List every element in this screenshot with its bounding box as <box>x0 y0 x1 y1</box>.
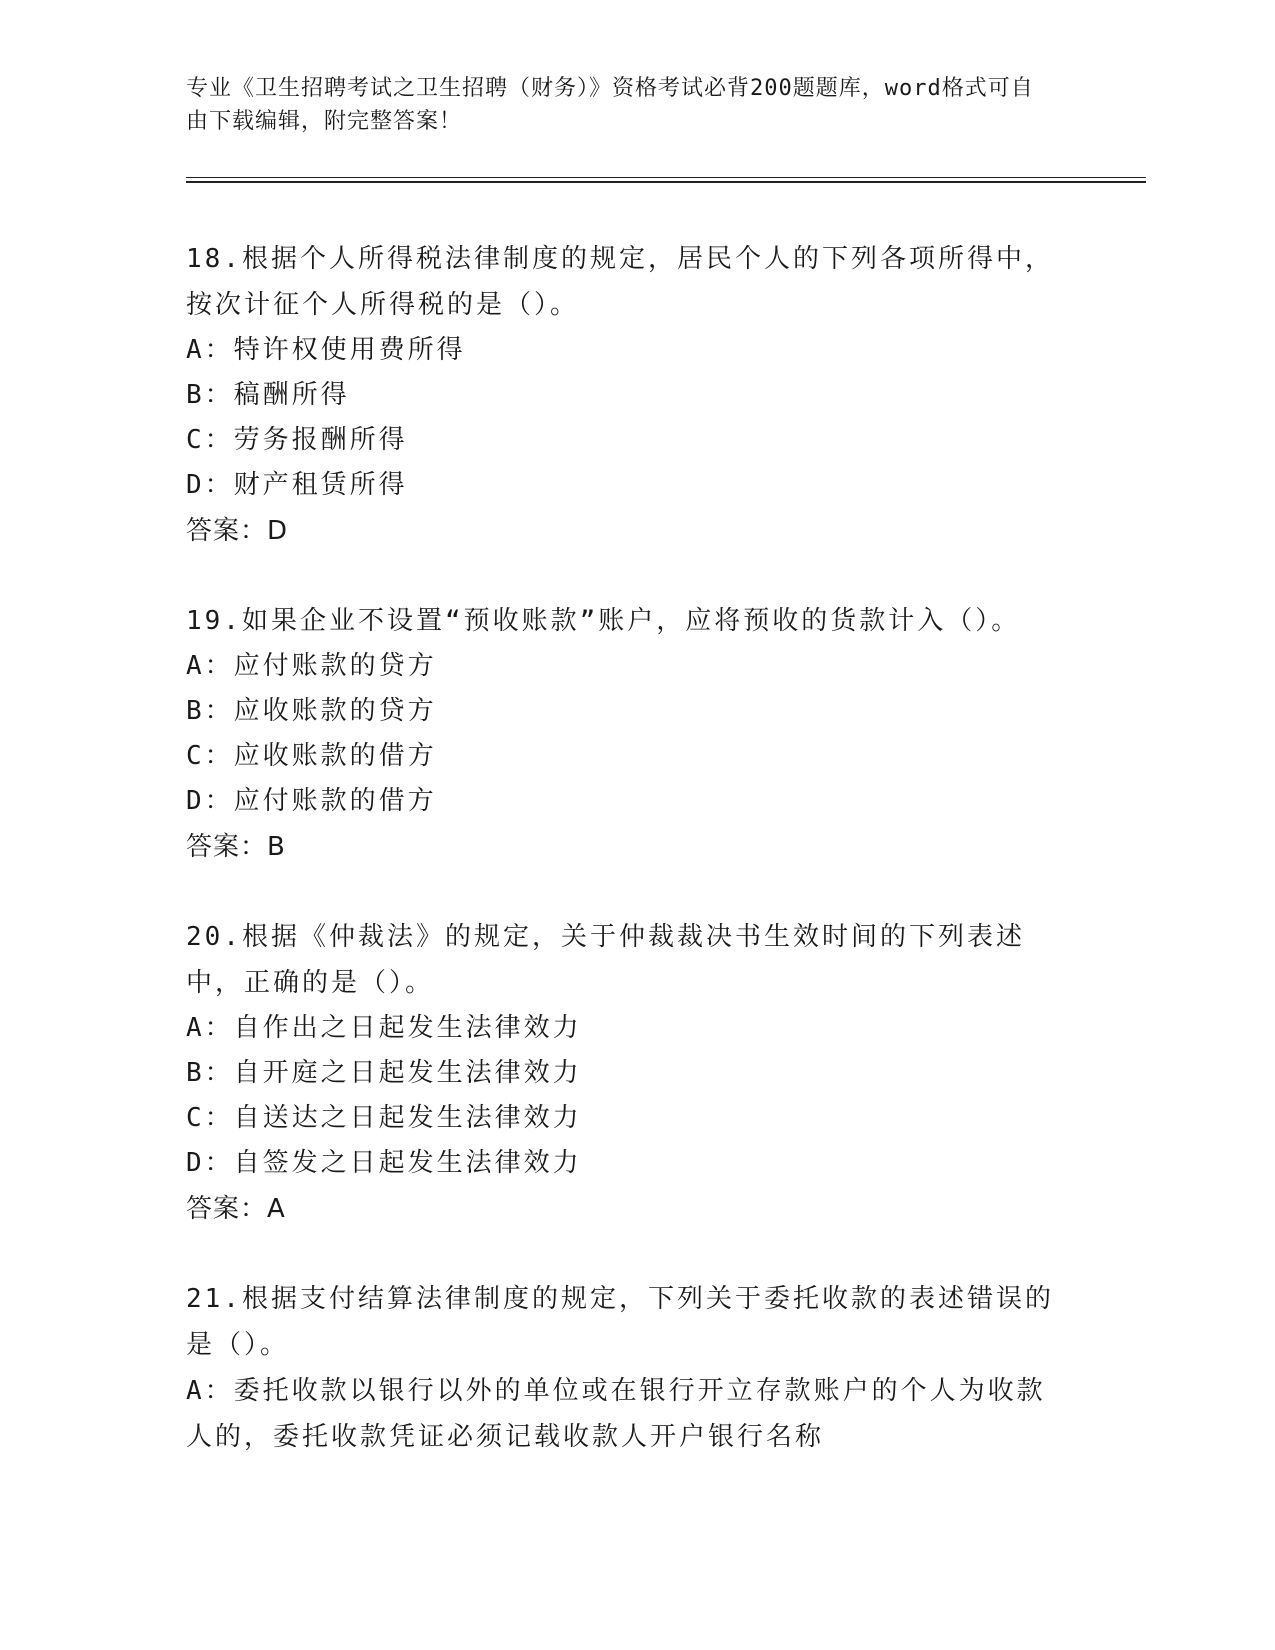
option-a: A：委托收款以银行以外的单位或在银行开立存款账户的个人为收款人的，委托收款凭证必须记载收款人开户银行名称 <box>186 1376 1046 1452</box>
question-stem: 18.根据个人所得税法律制度的规定，居民个人的下列各项所得中，按次计征个人所得税的是（）。 <box>186 244 1054 320</box>
option-a: A：应付账款的贷方 <box>186 651 437 681</box>
spacer <box>186 554 1066 598</box>
option-d: D：应付账款的借方 <box>186 786 437 816</box>
question-21 <box>186 1276 1066 1460</box>
option-b: B：稿酬所得 <box>186 380 350 410</box>
question-18 <box>186 236 1066 554</box>
option-c: C：自送达之日起发生法律效力 <box>186 1103 582 1133</box>
question-stem: 19.如果企业不设置“预收账款”账户，应将预收的货款计入（）。 <box>186 606 1021 636</box>
header-divider-thin <box>186 177 1146 178</box>
question-stem: 21.根据支付结算法律制度的规定，下列关于委托收款的表述错误的是（）。 <box>186 1284 1054 1360</box>
option-b: B：应收账款的贷方 <box>186 696 437 726</box>
question-stem: 20.根据《仲裁法》的规定，关于仲裁裁决书生效时间的下列表述中，正确的是（）。 <box>186 922 1025 998</box>
document-intro: 专业《卫生招聘考试之卫生招聘（财务）》资格考试必背200题题库，word格式可自由下载编辑，附完整答案！ <box>186 76 1034 134</box>
answer: 答案：A <box>186 1194 286 1224</box>
spacer <box>186 1232 1066 1276</box>
question-20 <box>186 914 1066 1232</box>
header-divider-thick <box>186 181 1146 183</box>
option-d: D：财产租赁所得 <box>186 470 408 500</box>
question-19 <box>186 598 1066 870</box>
document-page <box>186 0 1146 1650</box>
option-a: A：自作出之日起发生法律效力 <box>186 1013 582 1043</box>
spacer <box>186 870 1066 914</box>
answer: 答案：B <box>186 832 286 862</box>
option-d: D：自签发之日起发生法律效力 <box>186 1148 582 1178</box>
option-a: A：特许权使用费所得 <box>186 335 466 365</box>
option-c: C：应收账款的借方 <box>186 741 437 771</box>
answer: 答案：D <box>186 516 289 546</box>
option-c: C：劳务报酬所得 <box>186 425 408 455</box>
option-b: B：自开庭之日起发生法律效力 <box>186 1058 582 1088</box>
question-list <box>186 236 1066 1460</box>
